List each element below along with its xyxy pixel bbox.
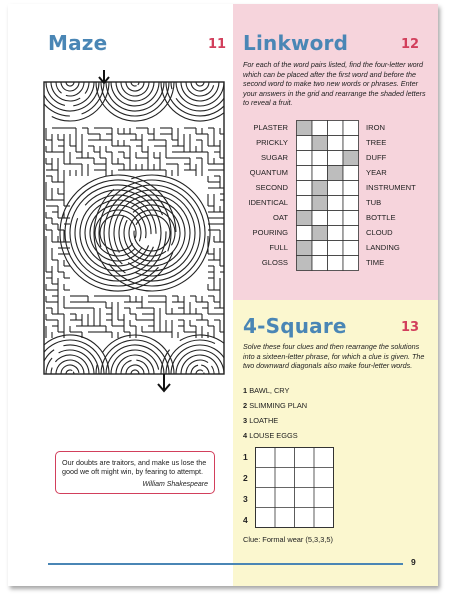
linkword-cell[interactable] <box>343 136 359 151</box>
linkword-shaded-cell[interactable] <box>297 211 313 226</box>
linkword-cell[interactable] <box>297 151 313 166</box>
linkword-shaded-cell[interactable] <box>297 256 313 271</box>
linkword-left-word: GLOSS <box>261 258 288 267</box>
linkword-instructions: For each of the word pairs listed, find the four-letter word which can be placed after the first word and before the second word to make two new words or phrases. Enter your answers in the grid and rearrange the shaded letters to reveal a fruit. <box>243 60 426 108</box>
linkword-cell[interactable] <box>343 196 359 211</box>
linkword-right-word: INSTRUMENT <box>366 183 416 192</box>
linkword-cell[interactable] <box>297 196 313 211</box>
linkword-left-word: OAT <box>272 213 288 222</box>
linkword-left-word: PLASTER <box>253 123 288 132</box>
linkword-cell[interactable] <box>328 181 344 196</box>
linkword-cell[interactable] <box>328 136 344 151</box>
linkword-title: Linkword <box>243 31 349 55</box>
linkword-cell[interactable] <box>312 151 328 166</box>
linkword-right-word: TIME <box>366 258 385 267</box>
linkword-cell[interactable] <box>343 181 359 196</box>
maze-exit-arrow-icon <box>158 374 170 391</box>
linkword-shaded-cell[interactable] <box>312 181 328 196</box>
linkword-cell[interactable] <box>312 211 328 226</box>
linkword-left-word: POURING <box>252 228 288 237</box>
linkword-shaded-cell[interactable] <box>297 121 313 136</box>
linkword-cell[interactable] <box>312 166 328 181</box>
linkword-shaded-cell[interactable] <box>328 166 344 181</box>
linkword-cell[interactable] <box>328 121 344 136</box>
maze-entry-arrow-icon <box>99 70 109 83</box>
quote-box <box>55 451 215 494</box>
linkword-grid <box>296 120 360 272</box>
page-number: 9 <box>411 557 416 567</box>
linkword-cell[interactable] <box>297 226 313 241</box>
foursquare-row-4-number: 4 <box>243 515 248 525</box>
linkword-cell[interactable] <box>328 211 344 226</box>
linkword-shaded-cell[interactable] <box>343 151 359 166</box>
linkword-left-word: PRICKLY <box>256 138 288 147</box>
linkword-cell[interactable] <box>343 166 359 181</box>
linkword-cell[interactable] <box>328 196 344 211</box>
footer-rule <box>48 563 403 565</box>
linkword-cell[interactable] <box>343 121 359 136</box>
linkword-shaded-cell[interactable] <box>312 226 328 241</box>
linkword-right-word: IRON <box>366 123 385 132</box>
linkword-right-word: LANDING <box>366 243 400 252</box>
linkword-shaded-cell[interactable] <box>312 196 328 211</box>
linkword-cell[interactable] <box>297 181 313 196</box>
linkword-cell[interactable] <box>297 166 313 181</box>
linkword-right-word: TREE <box>366 138 387 147</box>
linkword-left-word: SECOND <box>255 183 288 192</box>
linkword-cell[interactable] <box>328 226 344 241</box>
quote-text: Our doubts are traitors, and make us lose the good we oft might win, by fearing to attempt. <box>62 458 207 477</box>
maze-number: 11 <box>208 37 227 52</box>
linkword-right-word: BOTTLE <box>366 213 396 222</box>
foursquare-row-3-number: 3 <box>243 494 248 504</box>
linkword-cell[interactable] <box>343 211 359 226</box>
linkword-cell[interactable] <box>328 256 344 271</box>
maze-puzzle <box>40 68 230 398</box>
linkword-right-word: YEAR <box>366 168 387 177</box>
linkword-right-word: TUB <box>366 198 382 207</box>
linkword-cell[interactable] <box>328 151 344 166</box>
foursquare-clue-1: 1 BAWL, CRY <box>243 386 290 395</box>
linkword-cell[interactable] <box>328 241 344 256</box>
linkword-left-word: FULL <box>269 243 288 252</box>
foursquare-row-1-number: 1 <box>243 452 248 462</box>
foursquare-grid <box>255 447 335 529</box>
linkword-shaded-cell[interactable] <box>312 136 328 151</box>
linkword-cell[interactable] <box>312 256 328 271</box>
foursquare-clue-2: 2 SLIMMING PLAN <box>243 401 308 410</box>
foursquare-clue-3: 3 LOATHE <box>243 416 279 425</box>
linkword-left-word: SUGAR <box>260 153 288 162</box>
linkword-cell[interactable] <box>312 241 328 256</box>
linkword-right-word: DUFF <box>366 153 387 162</box>
quote-author: William Shakespeare <box>142 481 208 488</box>
foursquare-title: 4-Square <box>243 314 347 338</box>
linkword-cell[interactable] <box>343 226 359 241</box>
foursquare-row-2-number: 2 <box>243 473 248 483</box>
foursquare-final-clue: Clue: Formal wear (5,3,3,5) <box>243 535 333 544</box>
linkword-left-word: IDENTICAL <box>248 198 288 207</box>
linkword-number: 12 <box>401 37 420 52</box>
linkword-cell[interactable] <box>297 136 313 151</box>
maze-title: Maze <box>48 31 108 55</box>
foursquare-instructions: Solve these four clues and then rearrange the solutions into a sixteen-letter phrase, for which a clue is given. The two downward diagonals also make four-letter words. <box>243 342 425 371</box>
foursquare-clue-4: 4 LOUSE EGGS <box>243 431 298 440</box>
linkword-cell[interactable] <box>343 241 359 256</box>
linkword-shaded-cell[interactable] <box>297 241 313 256</box>
linkword-cell[interactable] <box>312 121 328 136</box>
linkword-cell[interactable] <box>343 256 359 271</box>
foursquare-number: 13 <box>401 320 420 335</box>
linkword-right-word: CLOUD <box>366 228 393 237</box>
linkword-left-word: QUANTUM <box>249 168 288 177</box>
